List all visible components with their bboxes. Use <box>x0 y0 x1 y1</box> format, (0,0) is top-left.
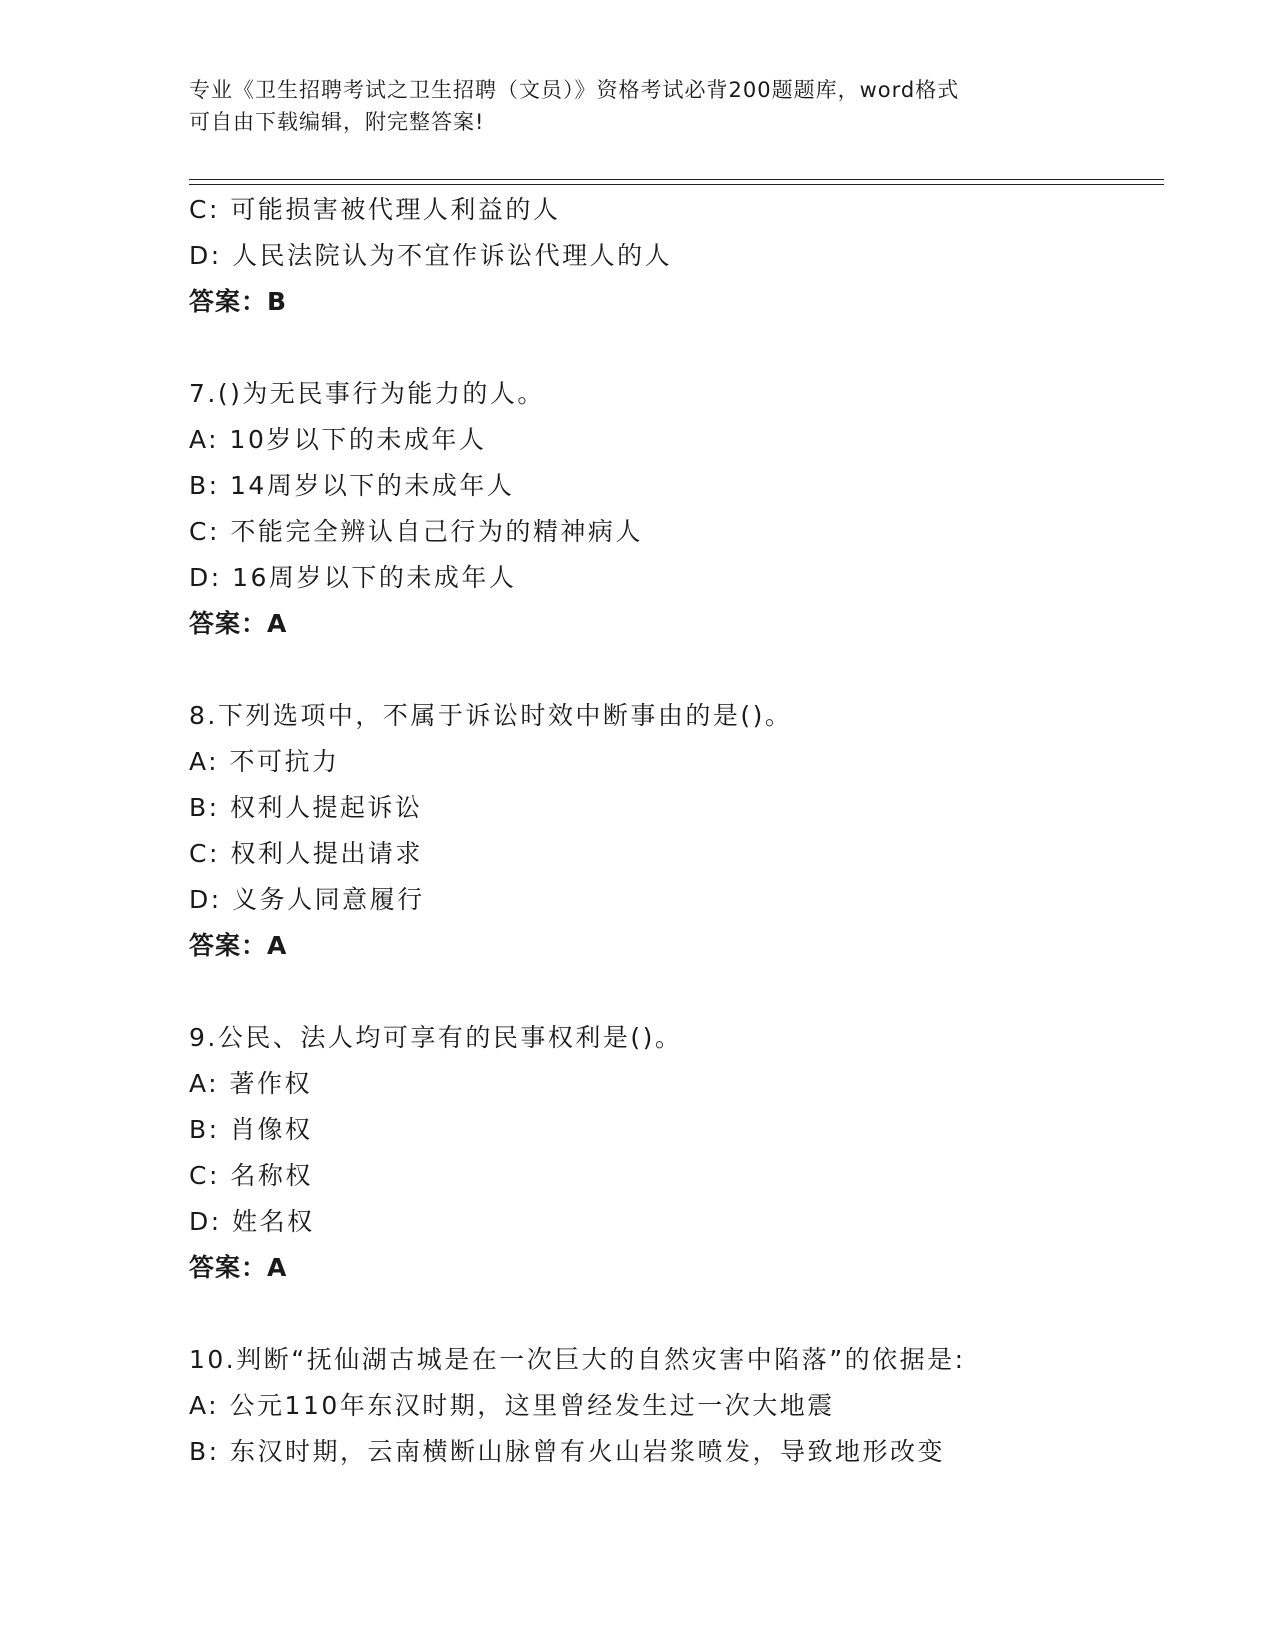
header-line-2: 可自由下载编辑，附完整答案! <box>189 110 485 134</box>
answer-line: 答案：B <box>189 287 288 316</box>
question-block <box>189 371 1179 647</box>
question-block <box>189 1015 1179 1291</box>
option-c: C: 名称权 <box>189 1161 313 1190</box>
question-block <box>189 1337 1179 1475</box>
option-a: A: 不可抗力 <box>189 747 340 776</box>
option-c: C: 不能完全辨认自己行为的精神病人 <box>189 517 643 546</box>
question-text: 7.()为无民事行为能力的人。 <box>189 379 545 408</box>
option-d: D: 16周岁以下的未成年人 <box>189 563 517 592</box>
header-line-1: 专业《卫生招聘考试之卫生招聘（文员）》资格考试必背200题题库，word格式 <box>189 78 960 102</box>
question-list <box>189 187 1179 1475</box>
option-d: D: 人民法院认为不宜作诉讼代理人的人 <box>189 241 673 270</box>
option-c: C: 权利人提出请求 <box>189 839 423 868</box>
option-b: B: 肖像权 <box>189 1115 313 1144</box>
option-d: D: 姓名权 <box>189 1207 315 1236</box>
answer-line: 答案：A <box>189 931 288 960</box>
option-b: B: 权利人提起诉讼 <box>189 793 423 822</box>
question-text: 9.公民、法人均可享有的民事权利是()。 <box>189 1023 683 1052</box>
question-text: 10.判断“抚仙湖古城是在一次巨大的自然灾害中陷落”的依据是: <box>189 1345 966 1374</box>
header-rule-top <box>189 179 1164 180</box>
header-rule-bottom <box>189 184 1164 185</box>
document-header <box>189 74 1089 138</box>
question-block <box>189 187 1179 325</box>
option-b: B: 14周岁以下的未成年人 <box>189 471 515 500</box>
answer-line: 答案：A <box>189 609 288 638</box>
option-a: A: 10岁以下的未成年人 <box>189 425 487 454</box>
option-a: A: 著作权 <box>189 1069 313 1098</box>
answer-line: 答案：A <box>189 1253 288 1282</box>
option-c: C: 可能损害被代理人利益的人 <box>189 195 561 224</box>
question-block <box>189 693 1179 969</box>
question-text: 8.下列选项中，不属于诉讼时效中断事由的是()。 <box>189 701 793 730</box>
spacer <box>189 647 1179 693</box>
spacer <box>189 969 1179 1015</box>
option-a: A: 公元110年东汉时期，这里曾经发生过一次大地震 <box>189 1391 835 1420</box>
option-b: B: 东汉时期，云南横断山脉曾有火山岩浆喷发，导致地形改变 <box>189 1437 946 1466</box>
spacer <box>189 325 1179 371</box>
option-d: D: 义务人同意履行 <box>189 885 425 914</box>
spacer <box>189 1291 1179 1337</box>
